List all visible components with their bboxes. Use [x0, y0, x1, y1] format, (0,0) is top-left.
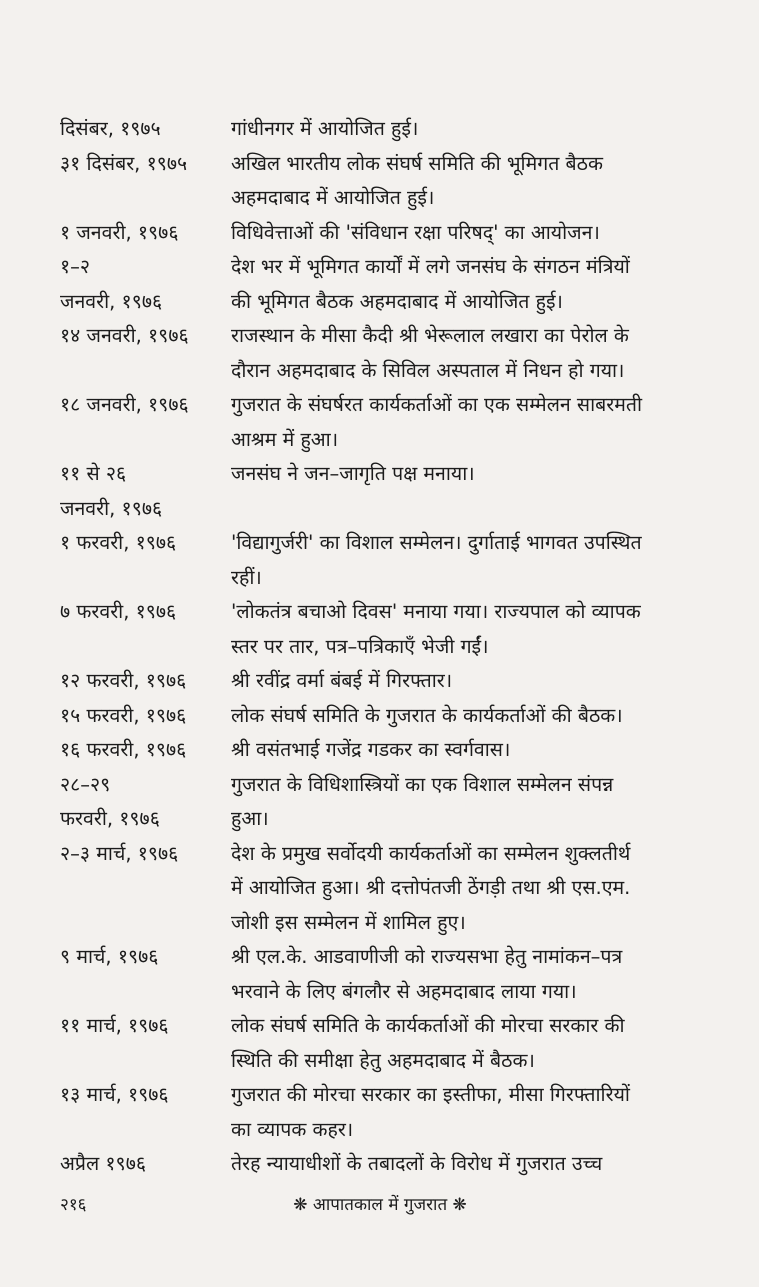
timeline-entry	[60, 1009, 700, 1078]
entry-text-line: आश्रम में हुआ।	[231, 427, 339, 451]
entry-text	[231, 388, 700, 457]
timeline-entry	[60, 388, 700, 457]
entry-text-line: जोशी इस सम्मेलन में शामिल हुए।	[231, 910, 466, 934]
entry-text-line: देश के प्रमुख सर्वोदयी कार्यकर्ताओं का सम्मेलन शुक्लतीर्थ	[231, 841, 631, 865]
entry-date-line: जनवरी, १९७६	[60, 496, 163, 520]
entry-date-line: १ फरवरी, १९७६	[60, 531, 177, 554]
timeline-entry	[60, 319, 700, 388]
entry-text-line: गुजरात की मोरचा सरकार का इस्तीफा, मीसा गिरफ्तारियों	[231, 1083, 630, 1106]
entry-date-line: २–३ मार्च, १९७६	[60, 841, 179, 865]
timeline-entry	[60, 216, 700, 251]
entry-date	[60, 216, 231, 251]
timeline-entry	[60, 112, 700, 147]
timeline-entry	[60, 457, 700, 526]
entry-text-line: हुआ।	[231, 807, 269, 830]
entry-date	[60, 768, 231, 837]
entry-date-line: दिसंबर, १९७५	[60, 117, 161, 140]
entry-text	[231, 837, 700, 941]
timeline-entry	[60, 664, 700, 699]
entry-date	[60, 319, 231, 388]
timeline-entry	[60, 733, 700, 768]
entry-text	[231, 699, 700, 734]
timeline-entry	[60, 768, 700, 837]
entry-date-line: २८–२९	[60, 772, 111, 796]
entry-date-line: १८ जनवरी, १९७६	[60, 393, 189, 416]
entry-text	[231, 250, 700, 319]
entry-date-line: ३१ दिसंबर, १९७५	[60, 151, 188, 175]
entry-date	[60, 699, 231, 734]
entry-text-line: 'लोकतंत्र बचाओ दिवस' मनाया गया। राज्यपाल को व्यापक	[231, 600, 641, 623]
timeline-entry	[60, 147, 700, 216]
entry-date-line: १६ फरवरी, १९७६	[60, 738, 187, 761]
entry-date-line: १२ फरवरी, १९७६	[60, 669, 187, 692]
entry-text	[231, 526, 700, 595]
entry-date	[60, 664, 231, 699]
entry-text	[231, 733, 700, 768]
timeline-list	[60, 112, 700, 1182]
entry-text-line: श्री वसंतभाई गजेंद्र गडकर का स्वर्गवास।	[231, 738, 511, 761]
entry-text	[231, 1147, 700, 1182]
entry-text-line: स्तर पर तार, पत्र–पत्रिकाएँ भेजी गईं।	[231, 634, 489, 658]
entry-date-line: १४ जनवरी, १९७६	[60, 324, 189, 347]
entry-date-line: १३ मार्च, १९७६	[60, 1083, 169, 1106]
timeline-entry	[60, 595, 700, 664]
entry-text	[231, 112, 700, 147]
entry-text-line: तेरह न्यायाधीशों के तबादलों के विरोध में गुजरात उच्च	[231, 1152, 603, 1175]
entry-text-line: का व्यापक कहर।	[231, 1117, 354, 1141]
entry-text	[231, 457, 700, 526]
entry-date	[60, 250, 231, 319]
entry-text	[231, 768, 700, 837]
entry-date	[60, 940, 231, 1009]
entry-date	[60, 457, 231, 526]
entry-date-line: ७ फरवरी, १९७६	[60, 600, 177, 623]
entry-text	[231, 216, 700, 251]
entry-text-line: रहीं।	[231, 565, 262, 589]
entry-text-line: गुजरात के विधिशास्त्रियों का एक विशाल सम्मेलन संपन्न	[231, 772, 614, 796]
entry-date	[60, 526, 231, 595]
entry-text-line: भरवाने के लिए बंगलौर से अहमदाबाद लाया गया।	[231, 979, 577, 1003]
entry-text	[231, 319, 700, 388]
entry-text	[231, 664, 700, 699]
entry-date-line: १–२	[60, 255, 91, 278]
entry-date	[60, 837, 231, 941]
entry-text-line: स्थिति की समीक्षा हेतु अहमदाबाद में बैठक।	[231, 1048, 535, 1072]
entry-text-line: की भूमिगत बैठक अहमदाबाद में आयोजित हुई।	[231, 289, 563, 313]
entry-date-line: जनवरी, १९७६	[60, 289, 163, 313]
entry-date-line: ११ मार्च, १९७६	[60, 1014, 169, 1037]
entry-date-line: ९ मार्च, १९७६	[60, 945, 159, 968]
entry-text	[231, 940, 700, 1009]
entry-text-line: विधिवेत्ताओं की 'संविधान रक्षा परिषद्' का आयोजन।	[231, 220, 600, 244]
timeline-entry	[60, 1078, 700, 1147]
entry-text	[231, 1009, 700, 1078]
entry-text-line: अखिल भारतीय लोक संघर्ष समिति की भूमिगत बैठक	[231, 151, 603, 175]
entry-date-line: अप्रैल १९७६	[60, 1152, 146, 1175]
entry-text	[231, 147, 700, 216]
entry-date	[60, 1078, 231, 1147]
entry-text-line: गांधीनगर में आयोजित हुई।	[231, 117, 419, 140]
entry-text-line: अहमदाबाद में आयोजित हुई।	[231, 186, 435, 209]
entry-date-line: १ जनवरी, १९७६	[60, 220, 179, 244]
timeline-entry	[60, 940, 700, 1009]
entry-date-line: फरवरी, १९७६	[60, 807, 160, 830]
entry-text	[231, 1078, 700, 1147]
entry-date	[60, 733, 231, 768]
entry-date	[60, 112, 231, 147]
entry-text-line: लोक संघर्ष समिति के कार्यकर्ताओं की मोरचा सरकार की	[231, 1014, 625, 1037]
timeline-entry	[60, 526, 700, 595]
entry-text-line: लोक संघर्ष समिति के गुजरात के कार्यकर्ताओं की बैठक।	[231, 703, 623, 727]
entry-text-line: राजस्थान के मीसा कैदी श्री भेरूलाल लखारा का पेरोल के	[231, 324, 629, 347]
entry-date	[60, 1147, 231, 1182]
entry-date	[60, 147, 231, 216]
entry-text-line: देश भर में भूमिगत कार्यों में लगे जनसंघ के संगठन मंत्रियों	[231, 255, 630, 278]
entry-text-line: श्री एल.के. आडवाणीजी को राज्यसभा हेतु नामांकन–पत्र	[231, 945, 623, 968]
entry-text-line: गुजरात के संघर्षरत कार्यकर्ताओं का एक सम्मेलन साबरमती	[231, 393, 643, 416]
entry-text-line: जनसंघ ने जन–जागृति पक्ष मनाया।	[231, 462, 475, 485]
entry-text	[231, 595, 700, 664]
entry-text-line: 'विद्यागुर्जरी' का विशाल सम्मेलन। दुर्गाताई भागवत उपस्थित	[231, 531, 642, 554]
entry-text-line: दौरान अहमदाबाद के सिविल अस्पताल में निधन हो गया।	[231, 358, 625, 382]
entry-text-line: श्री रवींद्र वर्मा बंबई में गिरफ्तार।	[231, 669, 453, 692]
timeline-entry	[60, 250, 700, 319]
entry-date	[60, 388, 231, 457]
timeline-entry	[60, 837, 700, 941]
entry-text-line: में आयोजित हुआ। श्री दत्तोपंतजी ठेंगड़ी तथा श्री एस.एम.	[231, 876, 631, 899]
entry-date	[60, 595, 231, 664]
entry-date-line: ११ से २६	[60, 462, 127, 485]
page-number: २१६	[60, 1195, 87, 1215]
entry-date	[60, 1009, 231, 1078]
timeline-entry	[60, 1147, 700, 1182]
entry-date-line: १५ फरवरी, १९७६	[60, 703, 187, 727]
timeline-entry	[60, 699, 700, 734]
page-footer	[60, 1192, 700, 1222]
running-title: ❋ आपातकाल में गुजरात ❋	[293, 1195, 467, 1215]
